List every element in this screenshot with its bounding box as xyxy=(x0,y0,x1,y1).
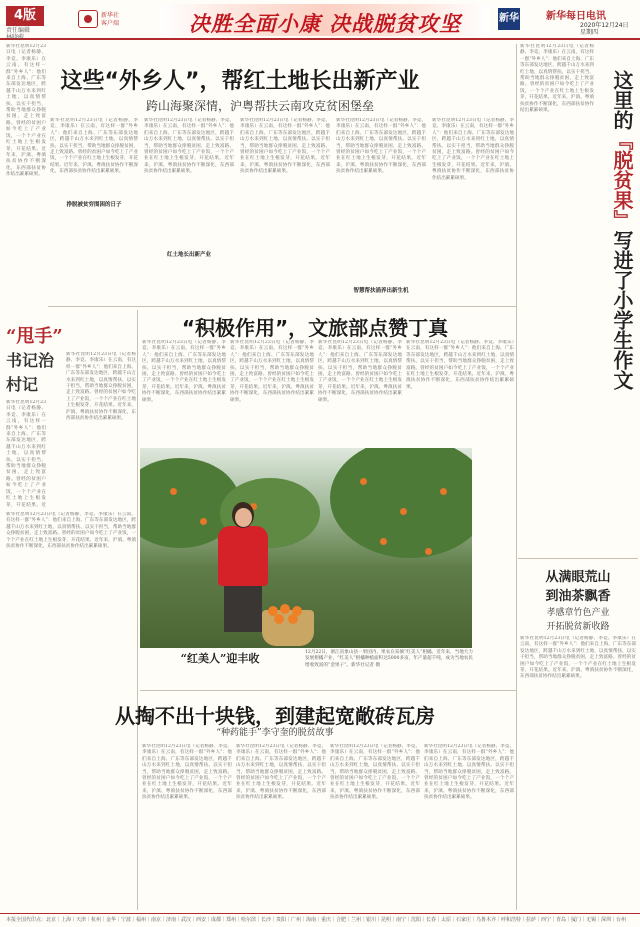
right-column-text: 新华社昆明12月23日电（记者杨静、李竞、李康乐）在云南，有这样一群“外乡人”：他们来自上海、广东等东部发达地区，跨越千山万水来到红土地，以真情帮扶、以实干担当，帮助当地群众挣脱贫困，走上致富路。曾经的贫困户如今吃上了产业饭，一个个产业在红土地上生根发芽，开花结果。近年来，沪滇、粤滇扶贫协作不断深化，东西部扶贫协作结出累累硕果。 xyxy=(520,44,594,114)
article-subhead-1: 挣脱被贫穷围困的日子 xyxy=(66,202,122,208)
right-headline-line2: 到油茶飘香 xyxy=(545,589,611,604)
paper-logo: 新华 xyxy=(498,8,520,30)
banner-slogan: 决胜全面小康 决战脱贫攻坚 xyxy=(188,11,462,36)
editor-credit xyxy=(6,27,30,41)
fruit-basket xyxy=(262,610,314,646)
left-feature-body-cont: 新华社昆明12月23日电（记者杨静、李竞、李康乐）在云南，有这样一群“外乡人”：他们来自上海、广东等东部发达地区，跨越千山万水来到红土地，以真情帮扶、以实干担当，帮助当地群众挣脱贫困，走上致富路。曾经的贫困户如今吃上了产业饭，一个个产业在红土地上生根发芽，开花结果。近年来，沪滇、粤滇扶贫协作不断深化，东西部扶贫协作结出累累硕果。 xyxy=(6,512,136,550)
divider xyxy=(48,306,516,307)
orange-fruit xyxy=(274,614,284,624)
left-title-red: “甩手” xyxy=(6,326,63,347)
right-headline-line1: 从满眼荒山 xyxy=(545,570,611,585)
article-body-col5: 新华社昆明12月23日电（记者杨静、李竞、李康乐）在云南，有这样一群“外乡人”：他们来自上海、广东等东部发达地区，跨越千山万水来到红土地，以真情帮扶、以实干担当，帮助当地群众挣脱贫困，走上致富路。曾经的贫困户如今吃上了产业饭，一个个产业在红土地上生根发芽，开花结果。近年来，沪滇、粤滇扶贫协作不断深化，东西部扶贫协作结出累累硕果。 xyxy=(432,118,514,181)
weekday-text: 星期四 xyxy=(580,29,599,36)
article3-col2: 新华社昆明12月23日电（记者杨静、李竞、李康乐）在云南，有这样一群“外乡人”：他们来自上海、广东等东部发达地区，跨越千山万水来到红土地，以真情帮扶、以实干担当，帮助当地群众挣脱贫困，走上致富路。曾经的贫困户如今吃上了产业饭，一个个产业在红土地上生根发芽，开花结果。近年来，沪滇、粤滇扶贫协作不断深化，东西部扶贫协作结出累累硕果。 xyxy=(236,744,326,801)
farmer-red-jacket xyxy=(218,526,268,586)
right-title-part1: 这里的 xyxy=(610,70,634,130)
tree-foliage xyxy=(330,448,472,558)
left-feature-body: 新华社昆明12月23日电（记者杨静、李竞、李康乐）在云南，有这样一群“外乡人”：他们来自上海、广东等东部发达地区，跨越千山万水来到红土地，以真情帮扶、以实干担当，帮助当地群众挣脱贫困，走上致富路。曾经的贫困户如今吃上了产业饭，一个个产业在红土地上生根发芽，开花结果。近年来，沪滇、粤滇扶贫协作不断深化，东西部扶贫协作结出累累硕果。 xyxy=(66,352,136,422)
article2-col1: 新华社昆明12月23日电（记者杨静、李竞、李康乐）在云南，有这样一群“外乡人”：他们来自上海、广东等东部发达地区，跨越千山万水来到红土地，以真情帮扶、以实干担当，帮助当地群众挣脱贫困，走上致富路。曾经的贫困户如今吃上了产业饭，一个个产业在红土地上生根发芽，开花结果。近年来，沪滇、粤滇扶贫协作不断深化，东西部扶贫协作结出累累硕果。 xyxy=(142,340,226,403)
article-body-col4: 新华社昆明12月23日电（记者杨静、李竞、李康乐）在云南，有这样一群“外乡人”：他们来自上海、广东等东部发达地区，跨越千山万水来到红土地，以真情帮扶、以实干担当，帮助当地群众挣脱贫困，走上致富路。曾经的贫困户如今吃上了产业饭，一个个产业在红土地上生根发芽，开花结果。近年来，沪滇、粤滇扶贫协作不断深化，东西部扶贫协作结出累累硕果。 xyxy=(336,118,426,175)
orange-fruit xyxy=(440,488,447,495)
article-subhead-3: 智慧帮扶涌养出新生机 xyxy=(353,288,409,294)
app-label xyxy=(101,12,119,28)
date-text: 2020年12月24日 xyxy=(580,22,629,29)
article-body-col1: 新华社昆明12月23日电（记者杨静、李竞、李康乐）在云南，有这样一群“外乡人”：他们来自上海、广东等东部发达地区，跨越千山万水来到红土地，以真情帮扶、以实干担当，帮助当地群众挣脱贫困，走上致富路。曾经的贫困户如今吃上了产业饭，一个个产业在红土地上生根发芽，开花结果。近年来，沪滇、粤滇扶贫协作不断深化，东西部扶贫协作结出累累硕果。 xyxy=(50,118,138,175)
photo-caption-title: “红美人”迎丰收 xyxy=(180,652,260,665)
editor-label: 责任编辑 xyxy=(6,27,31,34)
left-column-text-top: 新华社昆明12月23日电（记者杨静、李竞、李康乐）在云南，有这样一群“外乡人”：他们来自上海、广东等东部发达地区，跨越千山万水来到红土地，以真情帮扶、以实干担当，帮助当地群众挣脱贫困，走上致富路。曾经的贫困户如今吃上了产业饭，一个个产业在红土地上生根发芽，开花结果。近年来，沪滇、粤滇扶贫协作不断深化，东西部扶贫协作结出累累硕果。 xyxy=(6,44,46,178)
orange-fruit xyxy=(170,488,177,495)
column-divider xyxy=(516,44,517,910)
left-column-text-mid: 新华社昆明12月23日电（记者杨静、李竞、李康乐）在云南，有这样一群“外乡人”：他们来自上海、广东等东部发达地区，跨越千山万水来到红土地，以真情帮扶、以实干担当，帮助当地群众挣脱贫困，走上致富路。曾经的贫困户如今吃上了产业饭，一个个产业在红土地上生根发芽，开花结果。近 xyxy=(6,400,46,508)
article3-col3: 新华社昆明12月23日电（记者杨静、李竞、李康乐）在云南，有这样一群“外乡人”：他们来自上海、广东等东部发达地区，跨越千山万水来到红土地，以真情帮扶、以实干担当，帮助当地群众挣脱贫困，走上致富路。曾经的贫困户如今吃上了产业饭，一个个产业在红土地上生根发芽，开花结果。近年来，沪滇、粤滇扶贫协作不断深化，东西部扶贫协作结出累累硕果。 xyxy=(330,744,420,801)
editor-name: 林晓蔚 xyxy=(6,34,25,41)
farmer-pants xyxy=(224,584,262,632)
third-subheadline: “种药能手”李守奎的脱贫故事 xyxy=(216,728,334,738)
article2-col4: 新华社昆明12月23日电（记者杨静、李竞、李康乐）在云南，有这样一群“外乡人”：他们来自上海、广东等东部发达地区，跨越千山万水来到红土地，以真情帮扶、以实干担当，帮助当地群众挣脱贫困，走上致富路。曾经的贫困户如今吃上了产业饭，一个个产业在红土地上生根发芽，开花结果。近年来，沪滇、粤滇扶贫协作不断深化，东西部扶贫协作结出累累硕果。 xyxy=(406,340,514,390)
app-label-line2: 客户端 xyxy=(101,20,120,27)
farmer-face xyxy=(235,508,252,527)
second-headline: “积极作用”，文旅部点赞丁真 xyxy=(181,316,449,340)
article2-col3: 新华社昆明12月23日电（记者杨静、李竞、李康乐）在云南，有这样一群“外乡人”：他们来自上海、广东等东部发达地区，跨越千山万水来到红土地，以真情帮扶、以实干担当，帮助当地群众挣脱贫困，走上致富路。曾经的贫困户如今吃上了产业饭，一个个产业在红土地上生根发芽，开花结果。近年来，沪滇、粤滇扶贫协作不断深化，东西部扶贫协作结出累累硕果。 xyxy=(318,340,402,403)
divider xyxy=(518,558,638,559)
lead-headline: 这些“外乡人”，帮红土地长出新产业 xyxy=(60,69,420,94)
section-banner xyxy=(160,4,490,36)
lead-subheadline: 跨山海聚深情，沪粤帮扶云南攻克贫困堡垒 xyxy=(145,99,374,113)
photo-caption: 12月22日，浙江省象山县一果园内，果农在采摘“红美人”柑橘。近年来，当地大力发展柑橘产业，“红美人”柑橘种植面积达5000多亩，年产量超千吨，成为当地农民增收致富的“金果子”。新华社记者 摄 xyxy=(305,650,473,668)
masthead xyxy=(0,0,640,40)
article2-col2: 新华社昆明12月23日电（记者杨静、李竞、李康乐）在云南，有这样一群“外乡人”：他们来自上海、广东等东部发达地区，跨越千山万水来到红土地，以真情帮扶、以实干担当，帮助当地群众挣脱贫困，走上致富路。曾经的贫困户如今吃上了产业饭，一个个产业在红土地上生根发芽，开花结果。近年来，沪滇、粤滇扶贫协作不断深化，东西部扶贫协作结出累累硕果。 xyxy=(230,340,314,403)
print-sites-footer: 本报全国代印点：北京｜上海｜天津｜杭州｜金华｜宁波｜福州｜南京｜济南｜武汉｜西安｜成都｜郑州｜哈尔滨｜长沙｜贵阳｜广州｜海南｜重庆｜合肥｜兰州｜银川｜昆明｜南宁｜沈阳｜长春｜太原｜石家庄｜乌鲁木齐｜呼和浩特｜拉萨｜西宁｜青岛｜厦门｜无锡｜深圳｜台州 xyxy=(0,913,640,927)
article-body-col2: 新华社昆明12月23日电（记者杨静、李竞、李康乐）在云南，有这样一群“外乡人”：他们来自上海、广东等东部发达地区，跨越千山万水来到红土地，以真情帮扶、以实干担当，帮助当地群众挣脱贫困，走上致富路。曾经的贫困户如今吃上了产业饭，一个个产业在红土地上生根发芽，开花结果。近年来，沪滇、粤滇扶贫协作不断深化，东西部扶贫协作结出累累硕果。 xyxy=(144,118,234,175)
article-body-col3: 新华社昆明12月23日电（记者杨静、李竞、李康乐）在云南，有这样一群“外乡人”：他们来自上海、广东等东部发达地区，跨越千山万水来到红土地，以真情帮扶、以实干担当，帮助当地群众挣脱贫困，走上致富路。曾经的贫困户如今吃上了产业饭，一个个产业在红土地上生根发芽，开花结果。近年来，沪滇、粤滇扶贫协作不断深化，东西部扶贫协作结出累累硕果。 xyxy=(240,118,330,175)
right-subhead-line2: 开拓脱贫新收路 xyxy=(546,622,610,632)
page-number-badge: 4版 xyxy=(6,6,44,26)
orange-fruit xyxy=(425,548,432,555)
orange-fruit xyxy=(280,604,290,614)
right-feature-title xyxy=(596,70,634,390)
third-headline: 从掏不出十块钱，到建起宽敞砖瓦房 xyxy=(115,704,435,728)
orange-fruit xyxy=(400,508,407,515)
article3-col4: 新华社昆明12月23日电（记者杨静、李竞、李康乐）在云南，有这样一群“外乡人”：他们来自上海、广东等东部发达地区，跨越千山万水来到红土地，以真情帮扶、以实干担当，帮助当地群众挣脱贫困，走上致富路。曾经的贫困户如今吃上了产业饭，一个个产业在红土地上生根发芽，开花结果。近年来，沪滇、粤滇扶贫协作不断深化，东西部扶贫协作结出累累硕果。 xyxy=(424,744,514,801)
right-article-body: 新华社昆明12月23日电（记者杨静、李竞、李康乐）在云南，有这样一群“外乡人”：他们来自上海、广东等东部发达地区，跨越千山万水来到红土地，以真情帮扶、以实干担当，帮助当地群众挣脱贫困，走上致富路。曾经的贫困户如今吃上了产业饭，一个个产业在红土地上生根发芽，开花结果。近年来，沪滇、粤滇扶贫协作不断深化，东西部扶贫协作结出累累硕果。 xyxy=(520,636,636,680)
orange-fruit xyxy=(200,518,207,525)
orange-fruit xyxy=(288,614,298,624)
left-feature-title xyxy=(6,325,66,397)
article-subhead-2: 红土地长出新产业 xyxy=(166,252,211,258)
issue-date xyxy=(580,22,629,36)
right-title-red: 『脱贫果』 xyxy=(610,130,634,230)
app-label-line1: 新华社 xyxy=(101,12,120,19)
divider xyxy=(140,690,516,691)
right-subhead-line1: 孝感章竹色产业 xyxy=(546,608,610,618)
left-title-black: 书记治村记 xyxy=(6,351,55,394)
article3-col1: 新华社昆明12月23日电（记者杨静、李竞、李康乐）在云南，有这样一群“外乡人”：他们来自上海、广东等东部发达地区，跨越千山万水来到红土地，以真情帮扶、以实干担当，帮助当地群众挣脱贫困，走上致富路。曾经的贫困户如今吃上了产业饭，一个个产业在红土地上生根发芽，开花结果。近年来，沪滇、粤滇扶贫协作不断深化，东西部扶贫协作结出累累硕果。 xyxy=(142,744,232,801)
orange-fruit xyxy=(360,478,367,485)
right-title-part2: 写进了小学生作文 xyxy=(610,230,634,390)
paper-name: 新华每日电讯 xyxy=(546,11,606,22)
orange-fruit xyxy=(380,538,387,545)
xinhua-app-icon xyxy=(78,10,98,28)
left-divider xyxy=(137,310,138,910)
